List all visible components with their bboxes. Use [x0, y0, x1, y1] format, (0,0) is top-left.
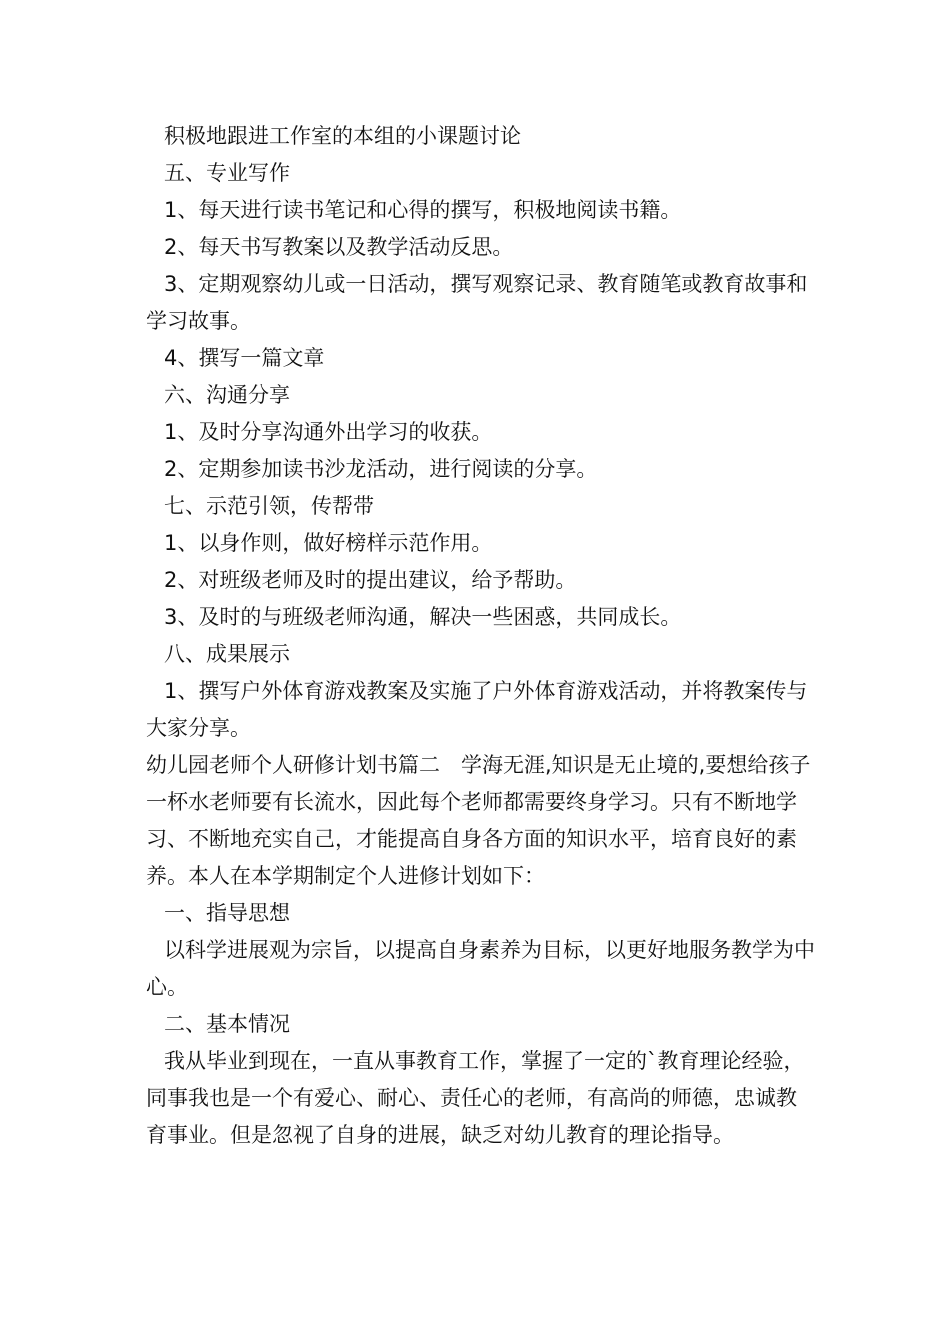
paragraph: 4、撰写一篇文章 — [164, 346, 325, 370]
paragraph: 1、及时分享沟通外出学习的收获。 — [164, 420, 493, 444]
paragraph: 积极地跟进工作室的本组的小课题讨论 — [164, 124, 521, 148]
paragraph: 以科学进展观为宗旨，以提高自身素养为目标，以更好地服务教学为中心。 — [146, 938, 815, 999]
paragraph: 3、及时的与班级老师沟通，解决一些困惑，共同成长。 — [164, 605, 682, 629]
paragraph: 1、以身作则，做好榜样示范作用。 — [164, 531, 493, 555]
paragraph: 3、定期观察幼儿或一日活动，撰写观察记录、教育随笔或教育故事和学习故事。 — [146, 272, 808, 333]
document-body — [146, 118, 816, 1154]
section-heading: 五、专业写作 — [164, 161, 290, 185]
paragraph: 2、定期参加读书沙龙活动，进行阅读的分享。 — [164, 457, 598, 481]
paragraph: 幼儿园老师个人研修计划书篇二 学海无涯,知识是无止境的,要想给孩子一杯水老师要有长流水，因此每个老师都需要终身学习。只有不断地学习、不断地充实自己，才能提高自身各方面的知识水平，培育良好的素养。本人在本学期制定个人进修计划如下： — [146, 753, 811, 888]
paragraph: 2、对班级老师及时的提出建议，给予帮助。 — [164, 568, 577, 592]
section-heading: 七、示范引领，传帮带 — [164, 494, 374, 518]
section-heading: 六、沟通分享 — [164, 383, 290, 407]
paragraph: 2、每天书写教案以及教学活动反思。 — [164, 235, 514, 259]
section-heading: 八、成果展示 — [164, 642, 290, 666]
paragraph: 1、撰写户外体育游戏教案及实施了户外体育游戏活动，并将教案传与大家分享。 — [146, 679, 808, 740]
section-heading: 一、指导思想 — [164, 901, 290, 925]
section-heading: 二、基本情况 — [164, 1012, 290, 1036]
paragraph: 我从毕业到现在，一直从事教育工作，掌握了一定的`教育理论经验，同事我也是一个有爱心、耐心、责任心的老师，有高尚的师德，忠诚教育事业。但是忽视了自身的进展，缺乏对幼儿教育的理论指导。 — [146, 1049, 805, 1147]
paragraph: 1、每天进行读书笔记和心得的撰写，积极地阅读书籍。 — [164, 198, 682, 222]
